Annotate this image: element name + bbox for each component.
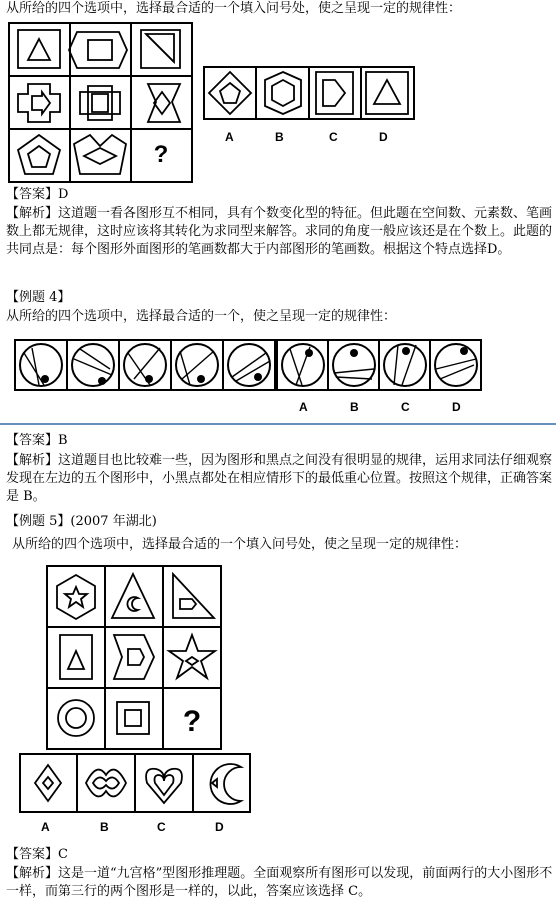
q4-answer: 【答案】B xyxy=(6,433,68,448)
q4-option-c: C xyxy=(401,400,410,414)
q3-options-figure xyxy=(203,66,423,126)
q3-analysis: 【解析】这道题一看各图形互不相同，具有个数变化型的特征。但此题在空间数、元素数、笔画数上都无规律，这时应该将其转化为求同型来解答。求同的角度一般应该还是在个数上。此题的共同点是：每个图形外面图形的笔画数都大于内部图形的笔画数。根据这个特点选择D。 xyxy=(6,206,553,257)
q4-option-a: A xyxy=(299,400,308,414)
q4-heading: 【例题 4】 xyxy=(6,290,71,305)
q5-answer: 【答案】C xyxy=(6,847,68,862)
q4-prompt: 从所给的四个选项中，选择最合适的一个，使之呈现一定的规律性： xyxy=(6,309,397,324)
q5-option-c: C xyxy=(157,820,166,834)
q5-question-mark: ? xyxy=(182,705,202,738)
q5-grid-figure xyxy=(46,565,226,755)
section-divider xyxy=(0,423,556,425)
q3-option-a: A xyxy=(225,130,234,144)
q4-options-figure xyxy=(276,339,486,393)
q3-option-d: D xyxy=(379,130,388,144)
q5-option-a: A xyxy=(41,820,50,834)
q5-option-b: B xyxy=(100,820,109,834)
q3-question-mark: ? xyxy=(153,141,169,168)
q3-option-c: C xyxy=(329,130,338,144)
q4-option-b: B xyxy=(350,400,359,414)
q5-options-figure xyxy=(19,753,259,815)
q4-option-d: D xyxy=(452,400,461,414)
q5-option-d: D xyxy=(215,820,224,834)
q3-option-b: B xyxy=(275,130,284,144)
q4-sequence-figure xyxy=(14,339,280,393)
q5-analysis: 【解析】这是一道“九宫格”型图形推理题。全面观察所有图形可以发现，前面两行的大小图形不一样，而第三行的两个图形是一样的，以此，答案应该选择 C。 xyxy=(6,866,553,899)
q3-prompt: 从所给的四个选项中，选择最合适的一个填入问号处，使之呈现一定的规律性： xyxy=(6,1,462,16)
q5-prompt: 从所给的四个选项中，选择最合适的一个填入问号处，使之呈现一定的规律性： xyxy=(12,537,468,552)
q3-answer: 【答案】D xyxy=(6,187,69,202)
q5-heading: 【例题 5】(2007 年湖北) xyxy=(6,514,157,529)
q3-grid-figure xyxy=(8,22,198,187)
q4-analysis: 【解析】这道题目也比较难一些，因为图形和黑点之间没有很明显的规律，运用求同法仔细观察发现在左边的五个图形中，小黑点都处在相应情形下的最低重心位置。按照这个规律，正确答案是 B。 xyxy=(6,453,553,504)
